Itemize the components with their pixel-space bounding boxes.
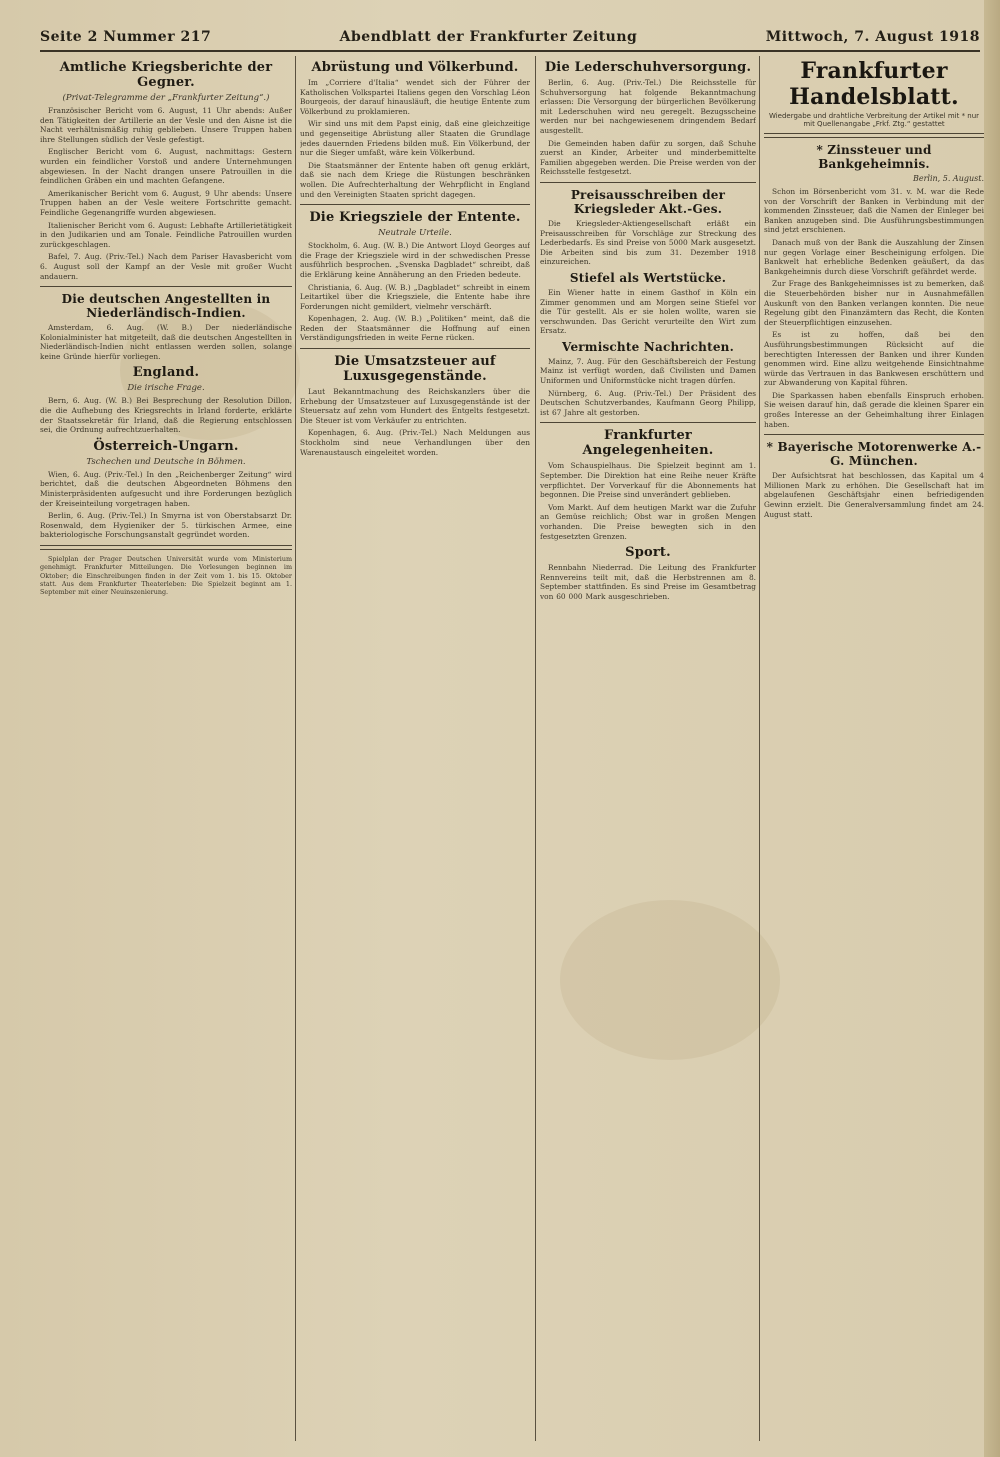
article-text: Mainz, 7. Aug. Für den Geschäftsbereich der Festung Mainz ist verfügt worden, daß Civilisten und Damen Uniformen und Uniformstücke nicht tragen dürfen. bbox=[540, 356, 756, 386]
header-date: Mittwoch, 7. August 1918 bbox=[765, 29, 980, 45]
article-text: Die Gemeinden haben dafür zu sorgen, daß Schuhe zuerst an Kinder, Arbeiter und minderbemittelte Familien abgegeben werden. Die Preise werden von der Reichsstelle festgesetzt. bbox=[540, 138, 756, 177]
article-text: Die Staatsmänner der Entente haben oft genug erklärt, daß sie nach dem Kriege die Rüstungen beschränken wollen. Die Aufrechterhaltung der Wehrpflicht in England und den Vereinigten Staaten spricht dagegen. bbox=[300, 160, 530, 199]
headline-prize-competition: Preisausschreiben der Kriegsleder Akt.-Ges. bbox=[570, 187, 726, 216]
handelsblatt-masthead: Frankfurter Handelsblatt. bbox=[789, 58, 959, 110]
headline-frankfurt-affairs: Frankfurter Angelegenheiten. bbox=[582, 428, 714, 459]
headline-boots-valuables: Stiefel als Wertstücke. bbox=[569, 270, 727, 285]
subheadline: Neutrale Urteile. bbox=[378, 228, 452, 239]
section-divider bbox=[40, 286, 292, 287]
headline-interest-tax: * Zinssteuer und Bankgeheimnis. bbox=[816, 143, 932, 171]
feuilleton-text: Spielplan der Prager Deutschen Universität wurde vom Ministerium genehmigt. Frankfurter Mitteilungen. Die Vorlesungen beginnen im Oktober; die Einschreibungen finden in der Zeit vom 1. bis 15. Oktober statt. Aus dem Frankfurter Theaterleben: Die Spielzeit beginnt am 1. September mit einer Neuinszenierung. bbox=[40, 555, 292, 597]
article-text: Nürnberg, 6. Aug. (Priv.-Tel.) Der Präsident des Deutschen Schutzverbandes, Kaufmann Georg Philipp, ist 67 Jahre alt gestorben. bbox=[540, 388, 756, 417]
headline-leather-shoes: Die Lederschuhversorgung. bbox=[544, 60, 752, 75]
article-text: Englischer Bericht vom 6. August, nachmittags: Gestern wurden ein feindlicher Vorstoß und andere Unternehmungen abgewiesen. In der Nacht drangen unsere Patrouillen in die feindlichen Gräben ein und machten Gefangene. bbox=[40, 147, 292, 186]
article-text: Schon im Börsenbericht vom 31. v. M. war die Rede von der Vorschrift der Banken in Verbindung mit der kommenden Zinssteuer, daß die Namen der Einleger bei Banken anzugeben sind. Die Ausführungsbestimmungen sind jetzt erschienen. bbox=[764, 187, 984, 235]
section-divider bbox=[540, 422, 756, 423]
headline-austria-hungary: Österreich-Ungarn. bbox=[93, 438, 239, 454]
article-text: Es ist zu hoffen, daß bei den Ausführungsbestimmungen Rücksicht auf die berechtigten Interessen der Banken und ihrer Kunden genommen wird. Eine allzu weitgehende Einsichtnahme würde das Vertrauen in das Bankwesen erschüttern und zur Abwanderung von Kapital führen. bbox=[764, 330, 984, 388]
paper-edge bbox=[984, 0, 1000, 1457]
column-3 bbox=[540, 56, 756, 1441]
article-text: Französischer Bericht vom 6. August, 11 Uhr abends: Außer den Tätigkeiten der Artillerie an der Vesle und den Aisne ist die Nacht verhältnismäßig ruhig geblieben. Unsere Truppen haben ihre Stellungen südlich der Vesle gefestigt. bbox=[40, 106, 292, 144]
article-text: Im „Corriere d'Italia“ wendet sich der Führer der Katholischen Volkspartei Italiens gegen den Vorschlag Léon Bourgeois, der darauf hinausläuft, die heutige Entente zum Völkerbund zu proklamieren. bbox=[300, 78, 530, 116]
header-page-number: Seite 2 Nummer 217 bbox=[40, 29, 212, 45]
article-text: Wir sind uns mit dem Papst einig, daß eine gleichzeitige und gegenseitige Abrüstung aller Staaten die Grundlage jedes dauernden Friedens bilden muß. Ein Völkerbund, der nur die Sieger umfaßt, wäre kein Völkerbund. bbox=[300, 119, 530, 158]
article-text: Christiania, 6. Aug. (W. B.) „Dagbladet“ schreibt in einem Leitartikel über die Kriegsziele, die Entente habe ihre Forderungen nicht gemildert, vielmehr verschärft. bbox=[300, 282, 530, 311]
article-text: Stockholm, 6. Aug. (W. B.) Die Antwort Lloyd Georges auf die Frage der Kriegsziele wird in der schwedischen Presse ausführlich besprochen. „Svenska Dagbladet“ schreibt, daß die Erklärung keine Annäherung an den Frieden bedeute. bbox=[300, 241, 530, 279]
article-text: Kopenhagen, 6. Aug. (Priv.-Tel.) Nach Meldungen aus Stockholm sind neue Verhandlungen über den Warenaustausch eingeleitet worden. bbox=[300, 428, 530, 457]
article-text: Vom Markt. Auf dem heutigen Markt war die Zufuhr an Gemüse reichlich; Obst war in großen Mengen vorhanden. Die Preise bewegten sich in den festgesetzten Grenzen. bbox=[540, 502, 756, 541]
section-divider bbox=[40, 545, 292, 550]
column-4 bbox=[764, 56, 984, 1441]
article-text: Amerikanischer Bericht vom 6. August, 9 Uhr abends: Unsere Truppen haben an der Vesle weitere Fortschritte gemacht. Feindliche Gegenangriffe wurden abgewiesen. bbox=[40, 188, 292, 217]
section-divider bbox=[300, 348, 530, 349]
masthead-notice: Wiedergabe und drahtliche Verbreitung der Artikel mit * nur mit Quellenangabe „Frkf. Ztg.“ gestattet bbox=[768, 112, 980, 128]
article-text: Rennbahn Niederrad. Die Leitung des Frankfurter Rennvereins teilt mit, daß die Herbstrennen am 8. September stattfinden. Es sind Preise im Gesamtbetrag von 60 000 Mark ausgeschrieben. bbox=[540, 563, 756, 601]
column-rule bbox=[295, 56, 296, 1441]
article-text: Berlin, 6. Aug. (Priv.-Tel.) Die Reichsstelle für Schuhversorgung hat folgende Bekanntmachung erlassen: Die Versorgung der bürgerlichen Bevölkerung mit Lederschuhen wird neu geregelt. Bezugsscheine werden nur bei nachgewiesenem dringendem Bedarf ausgestellt. bbox=[540, 78, 756, 135]
article-text: Amsterdam, 6. Aug. (W. B.) Der niederländische Kolonialminister hat mitgeteilt, daß die deutschen Angestellten in Niederländisch-Indien nicht entlassen werden sollen, solange keine Gründe hierfür vorliegen. bbox=[40, 323, 292, 361]
article-text: Wien, 6. Aug. (Priv.-Tel.) In den „Reichenberger Zeitung“ wird berichtet, daß die deutschen Abgeordneten Böhmens den Ministerpräsidenten aufgesucht und ihre Forderungen bezüglich der Kreiseinteilung vorgetragen haben. bbox=[40, 469, 292, 508]
article-text: Zur Frage des Bankgeheimnisses ist zu bemerken, daß die Steuerbehörden bisher nur in Ausnahmefällen Auskunft von den Banken verlangen konnten. Die neue Regelung gibt den Finanzämtern das Recht, die Konten der Steuerpflichtigen einzusehen. bbox=[764, 279, 984, 327]
subheadline: Tschechen und Deutsche in Böhmen. bbox=[86, 456, 246, 467]
headline-entente-war-aims: Die Kriegsziele der Entente. bbox=[309, 210, 521, 226]
subheadline: Die irische Frage. bbox=[127, 383, 205, 394]
headline-england: England. bbox=[132, 365, 200, 381]
article-text: Die Kriegsleder-Aktiengesellschaft erläßt ein Preisausschreiben für Vorschläge zur Streckung des Lederbedarfs. Es sind Preise von 5000 Mark ausgesetzt. Die Arbeiten sind bis zum 31. Dezember 1918 einzureichen. bbox=[540, 218, 756, 267]
article-text: Die Sparkassen haben ebenfalls Einspruch erhoben. Sie weisen darauf hin, daß gerade die kleinen Sparer ein großes Interesse an der Geheimhaltung ihrer Einlagen haben. bbox=[764, 390, 984, 429]
column-1 bbox=[40, 56, 292, 1441]
dateline: Berlin, 5. August. bbox=[912, 174, 984, 183]
header-paper-title: Abendblatt der Frankfurter Zeitung bbox=[339, 29, 638, 45]
article-text: Italienischer Bericht vom 6. August: Lebhafte Artillerietätigkeit in den Judikarien und am Tonale. Feindliche Patrouillen wurden zurückgeschlagen. bbox=[40, 220, 292, 249]
article-text: Kopenhagen, 2. Aug. (W. B.) „Politiken“ meint, daß die Reden der Staatsmänner die Hoffnung auf einen Verständigungsfrieden in weite Ferne rücken. bbox=[300, 314, 530, 343]
section-divider bbox=[764, 434, 984, 435]
article-text: Laut Bekanntmachung des Reichskanzlers über die Erhebung der Umsatzsteuer auf Luxusgegenstände ist der Steuersatz auf zehn vom Hundert des Entgelts festgesetzt. Die Steuer ist vom Verkäufer zu entrichten. bbox=[300, 387, 530, 425]
article-text: Berlin, 6. Aug. (Priv.-Tel.) In Smyrna ist von Oberstabsarzt Dr. Rosenwald, dem Hygieniker der 5. türkischen Armee, eine bakteriologische Forschungsanstalt gegründet worden. bbox=[40, 511, 292, 540]
page-header bbox=[40, 26, 980, 48]
article-text: Bafel, 7. Aug. (Priv.-Tel.) Nach dem Pariser Havasbericht vom 6. August soll der Kampf an der Vesle mit großer Wucht andauern. bbox=[40, 252, 292, 281]
headline-sport: Sport. bbox=[625, 545, 671, 561]
article-text: Bern, 6. Aug. (W. B.) Bei Besprechung der Resolution Dillon, die die Aufhebung des Kriegsrechts in Irland forderte, erklärte der Staatssekretär für Irland, daß die Regierung entschlossen sei, die Ordnung aufrechtzuerhalten. bbox=[40, 396, 292, 435]
article-text: Ein Wiener hatte in einem Gasthof in Köln ein Zimmer genommen und am Morgen seine Stiefel vor die Tür gestellt. Als er sie holen wollte, waren sie verschwunden. Das Gericht verurteilte den Wirt zum Ersatz. bbox=[540, 287, 756, 336]
column-2 bbox=[300, 56, 530, 1441]
article-text: Danach muß von der Bank die Auszahlung der Zinsen nur gegen Vorlage einer Bescheinigung erfolgen. Die Bankwelt hat erhebliche Bedenken geäußert, da das Bankgeheimnis durch diese Vorschrift gefährdet werde. bbox=[764, 237, 984, 276]
section-divider bbox=[764, 133, 984, 138]
column-rule bbox=[535, 56, 536, 1441]
headline-disarmament: Abrüstung und Völkerbund. bbox=[311, 60, 519, 75]
article-text: Vom Schauspielhaus. Die Spielzeit beginnt am 1. September. Die Direktion hat eine Reihe neuer Kräfte verpflichtet. Der Vorverkauf für die Abonnements hat begonnen. Die Preise sind unverändert geblieben. bbox=[540, 461, 756, 500]
headline-bmw: * Bayerische Motorenwerke A.-G. München. bbox=[766, 440, 982, 469]
column-rule bbox=[759, 56, 760, 1441]
headline-luxury-tax: Die Umsatzsteuer auf Luxusgegenstände. bbox=[334, 354, 496, 385]
headline-war-reports: Amtliche Kriegsberichte der Gegner. bbox=[59, 60, 273, 90]
headline-miscellaneous: Vermischte Nachrichten. bbox=[562, 339, 734, 354]
headline-dutch-indies: Die deutschen Angestellten in Niederländisch-Indien. bbox=[61, 292, 271, 321]
section-divider bbox=[540, 182, 756, 183]
subheadline: (Privat-Telegramme der „Frankfurter Zeitung“.) bbox=[62, 93, 270, 103]
section-divider bbox=[300, 204, 530, 205]
article-text: Der Aufsichtsrat hat beschlossen, das Kapital um 4 Millionen Mark zu erhöhen. Die Gesellschaft hat im abgelaufenen Geschäftsjahr einen befriedigenden Gewinn erzielt. Die Generalversammlung findet am 24. August statt. bbox=[764, 471, 984, 519]
header-rule bbox=[40, 50, 980, 52]
